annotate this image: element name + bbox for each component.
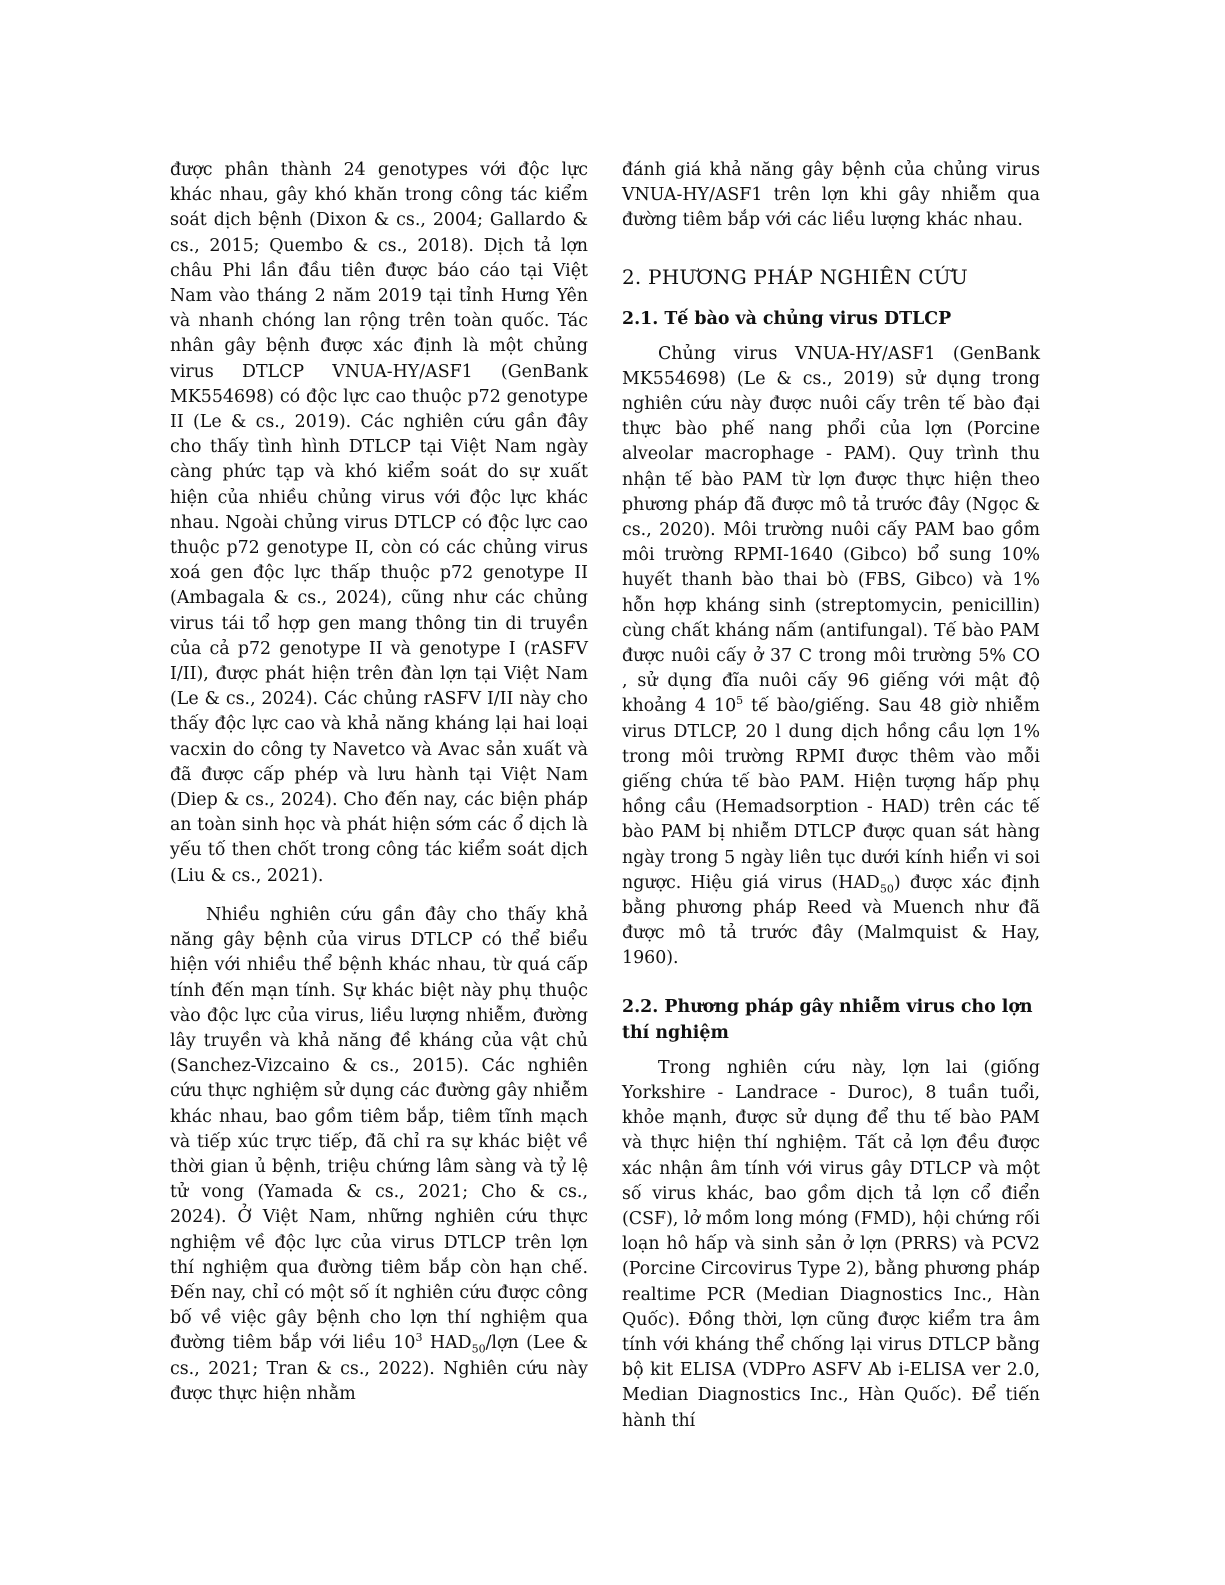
had-subscript: 50 xyxy=(879,882,894,896)
paragraph-cells-text-c: ) được xác định bằng phương pháp Reed và Muench như đã được mô tả trước đây (Malmquist & Hay, 1960). xyxy=(622,872,1040,969)
right-column xyxy=(622,158,1040,1448)
paragraph-pathogenicity xyxy=(170,903,588,1407)
paragraph-cells xyxy=(622,342,1040,972)
paragraph-pathogenicity-end: /lợn (Lee & cs., 2021; Tran & cs., 2022). Nghiên cứu này được thực hiện nhằm xyxy=(170,1333,588,1404)
paragraph-infection: Trong nghiên cứu này, lợn lai (giống Yorkshire - Landrace - Duroc), 8 tuần tuổi, khỏe mạnh, được sử dụng để thu tế bào PAM và thực hiện thí nghiệm. Tất cả lợn đều được xác nhận âm tính với virus gây DTLCP và một số virus khác, bao gồm dịch tả lợn cổ điển (CSF), lở mồm long móng (FMD), hội chứng rối loạn hô hấp và sinh sản ở lợn (PRRS) và PCV2 (Porcine Circovirus Type 2), bằng phương pháp realtime PCR (Median Diagnostics Inc., Hàn Quốc). Đồng thời, lợn cũng được kiểm tra âm tính với kháng thể chống lại virus DTLCP bằng bộ kit ELISA (VDPro ASFV Ab i-ELISA ver 2.0, Median Diagnostics Inc., Hàn Quốc). Để tiến hành thí xyxy=(622,1057,1040,1431)
subsection-heading-infection: 2.2. Phương pháp gây nhiễm virus cho lợn thí nghiệm xyxy=(622,996,1033,1043)
paragraph-genotypes: được phân thành 24 genotypes với độc lực khác nhau, gây khó khăn trong công tác kiểm soát dịch bệnh (Dixon & cs., 2004; Gallardo & cs., 2015; Quembo & cs., 2018). Dịch tả lợn châu Phi lần đầu tiên được báo cáo tại Việt Nam vào tháng 2 năm 2019 tại tỉnh Hưng Yên và nhanh chóng lan rộng trên toàn quốc. Tác nhân gây bệnh được xác định là một chủng virus DTLCP VNUA-HY/ASF1 (GenBank MK554698) có độc lực cao thuộc p72 genotype II (Le & cs., 2019). Các nghiên cứu gần đây cho thấy tình hình DTLCP tại Việt Nam ngày càng phức tạp và khó kiểm soát do sự xuất hiện của nhiều chủng virus với độc lực khác nhau. Ngoài chủng virus DTLCP có độc lực cao thuộc p72 genotype II, còn có các chủng virus xoá gen độc lực thấp thuộc p72 genotype II (Ambagala & cs., 2024), cũng như các chủng virus tái tổ hợp gen mang thông tin di truyền của cả p72 genotype II và genotype I (rASFV I/II), được phát hiện trên đàn lợn tại Việt Nam (Le & cs., 2024). Các chủng rASFV I/II này cho thấy độc lực cao và khả năng kháng lại hai loại vacxin do công ty Navetco và Avac sản xuất và đã được cấp phép và lưu hành tại Việt Nam (Diep & cs., 2024). Cho đến nay, các biện pháp an toàn sinh học và phát hiện sớm các ổ dịch là yếu tố then chốt trong công tác kiểm soát dịch (Liu & cs., 2021). xyxy=(170,160,588,886)
subsection-heading-cells: 2.1. Tế bào và chủng virus DTLCP xyxy=(622,308,952,329)
paragraph-aim: đánh giá khả năng gây bệnh của chủng virus VNUA-HY/ASF1 trên lợn khi gây nhiễm qua đường tiêm bắp với các liều lượng khác nhau. xyxy=(622,160,1040,231)
cell-density-exponent: 5 xyxy=(736,694,744,708)
section-heading-methods: 2. PHƯƠNG PHÁP NGHIÊN CỨU xyxy=(622,264,968,289)
left-column xyxy=(170,158,588,1421)
dose-exponent: 3 xyxy=(415,1331,423,1345)
paragraph-pathogenicity-text: Nhiều nghiên cứu gần đây cho thấy khả năng gây bệnh của virus DTLCP có thể biểu hiện với nhiều thể bệnh khác nhau, từ quá cấp tính đến mạn tính. Sự khác biệt này phụ thuộc vào độc lực của virus, liều lượng nhiễm, đường lây truyền và khả năng đề kháng của vật chủ (Sanchez-Vizcaino & cs., 2015). Các nghiên cứu thực nghiệm sử dụng các đường gây nhiễm khác nhau, bao gồm tiêm bắp, tiêm tĩnh mạch và tiếp xúc trực tiếp, đã chỉ ra sự khác biệt về thời gian ủ bệnh, triệu chứng lâm sàng và tỷ lệ tử vong (Yamada & cs., 2021; Cho & cs., 2024). Ở Việt Nam, những nghiên cứu thực nghiệm về độc lực của virus DTLCP trên lợn thí nghiệm qua đường tiêm bắp còn hạn chế. Đến nay, chỉ có một số ít nghiên cứu được công bố về việc gây bệnh cho lợn thí nghiệm qua đường tiêm bắp với liều 10 xyxy=(170,904,588,1354)
paragraph-cells-text-b: tế bào/giếng. Sau 48 giờ nhiễm virus DTLCP, 20 l dung dịch hồng cầu lợn 1% trong môi trường RPMI được thêm vào mỗi giếng chứa tế bào PAM. Hiện tượng hấp phụ hồng cầu (Hemadsorption - HAD) trên các tế bào PAM bị nhiễm DTLCP được quan sát hàng ngày trong 5 ngày liên tục dưới kính hiển vi soi ngược. Hiệu giá virus (HAD xyxy=(622,696,1040,893)
had-unit: HAD xyxy=(422,1333,472,1354)
paragraph-cells-text-a: Chủng virus VNUA-HY/ASF1 (GenBank MK554698) (Le & cs., 2019) sử dụng trong nghiên cứu này được nuôi cấy trên tế bào đại thực bào phế nang phổi của lợn (Porcine alveolar macrophage - PAM). Quy trình thu nhận tế bào PAM từ lợn được thực hiện theo phương pháp đã được mô tả trước đây (Ngọc & cs., 2020). Môi trường nuôi cấy PAM bao gồm môi trường RPMI-1640 (Gibco) bổ sung 10% huyết thanh bào thai bò (FBS, Gibco) và 1% hỗn hợp kháng sinh (streptomycin, penicillin) cùng chất kháng nấm (antifungal). Tế bào PAM được nuôi cấy ở 37 C trong môi trường 5% CO , sử dụng đĩa nuôi cấy 96 giếng với mật độ khoảng 4 10 xyxy=(622,343,1040,717)
had-subscript: 50 xyxy=(471,1342,486,1356)
